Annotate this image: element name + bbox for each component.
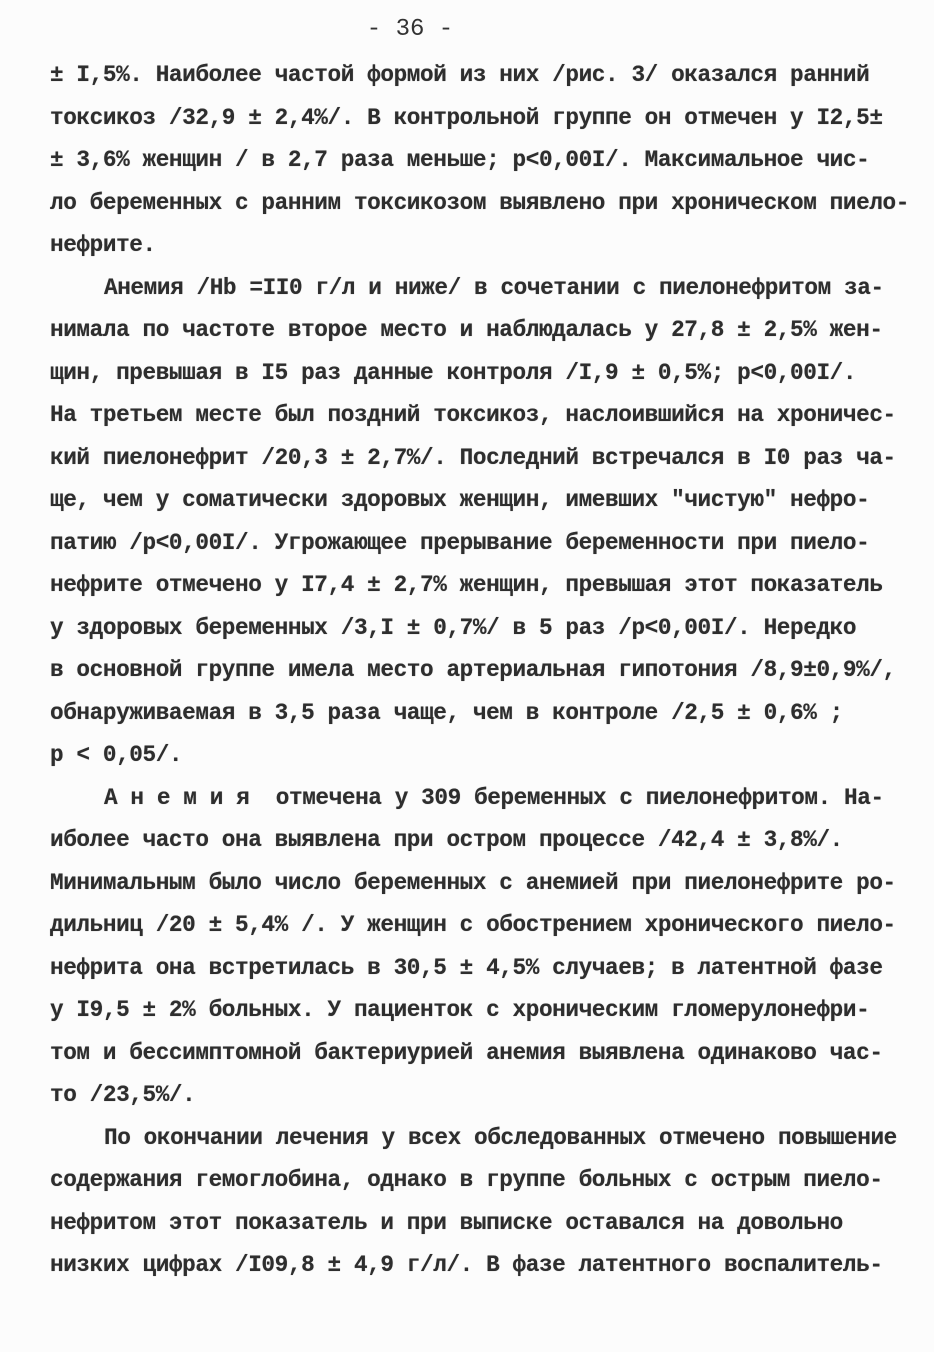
text-line: дильниц /20 ± 5,4% /. У женщин с обострением хронического пиело-: [50, 912, 896, 938]
text-line: По окончании лечения у всех обследованных отмечено повышение: [104, 1124, 897, 1151]
text-line: ло беременных с ранним токсикозом выявлено при хроническом пиело-: [50, 189, 909, 216]
text-line: у I9,5 ± 2% больных. У пациенток с хроническим гломерулонефри-: [50, 997, 870, 1023]
text-line: А н е м и я отмечена у 309 беременных с пиелонефритом. На-: [104, 784, 884, 811]
text-line: у здоровых беременных /3,I ± 0,7%/ в 5 раз /р<0,00I/. Нередко: [50, 614, 857, 641]
text-line: в основной группе имела место артериальная гипотония /8,9±0,9%/,: [50, 657, 896, 683]
text-line: кий пиелонефрит /20,3 ± 2,7%/. Последний встречался в I0 раз ча-: [50, 444, 896, 471]
text-line: патию /р<0,00I/. Угрожающее прерывание беременности при пиело-: [50, 529, 870, 556]
text-line: р < 0,05/.: [50, 742, 183, 768]
text-line: ще, чем у соматически здоровых женщин, имевших "чистую" нефро-: [50, 487, 870, 513]
text-line: Анемия /Hb =II0 г/л и ниже/ в сочетании с пиелонефритом за-: [104, 274, 884, 301]
text-line: На третьем месте был поздний токсикоз, наслоившийся на хроничес-: [50, 402, 896, 428]
text-line: нефритом этот показатель и при выписке оставался на довольно: [50, 1209, 843, 1236]
body-text: [50, 54, 909, 1287]
text-line: токсикоз /32,9 ± 2,4%/. В контрольной группе он отмечен у I2,5±: [50, 104, 883, 131]
page-number: - 36 -: [366, 16, 454, 43]
text-line: ± 3,6% женщин / в 2,7 раза меньше; р<0,00I/. Максимальное чис-: [50, 147, 870, 173]
text-line: нефрите.: [50, 232, 156, 258]
text-line: низких цифрах /I09,8 ± 4,9 г/л/. В фазе латентного воспалитель-: [50, 1252, 883, 1278]
text-line: иболее часто она выявлена при остром процессе /42,4 ± 3,8%/.: [50, 827, 843, 853]
text-line: то /23,5%/.: [50, 1082, 196, 1108]
text-line: обнаруживаемая в 3,5 раза чаще, чем в контроле /2,5 ± 0,6% ;: [50, 699, 843, 726]
text-line: нимала по частоте второе место и наблюдалась у 27,8 ± 2,5% жен-: [50, 317, 883, 343]
text-line: щин, превышая в I5 раз данные контроля /I,9 ± 0,5%; р<0,00I/.: [50, 359, 857, 386]
text-line: нефрита она встретилась в 30,5 ± 4,5% случаев; в латентной фазе: [50, 954, 883, 981]
text-line: ± I,5%. Наиболее частой формой из них /рис. 3/ оказался ранний: [50, 62, 870, 88]
text-line: нефрите отмечено у I7,4 ± 2,7% женщин, превышая этот показатель: [50, 572, 883, 598]
text-line: содержания гемоглобина, однако в группе больных с острым пиело-: [50, 1167, 883, 1193]
text-line: Минимальным было число беременных с анемией при пиелонефрите ро-: [50, 869, 896, 896]
text-line: том и бессимптомной бактериурией анемия выявлена одинаково час-: [50, 1039, 883, 1066]
